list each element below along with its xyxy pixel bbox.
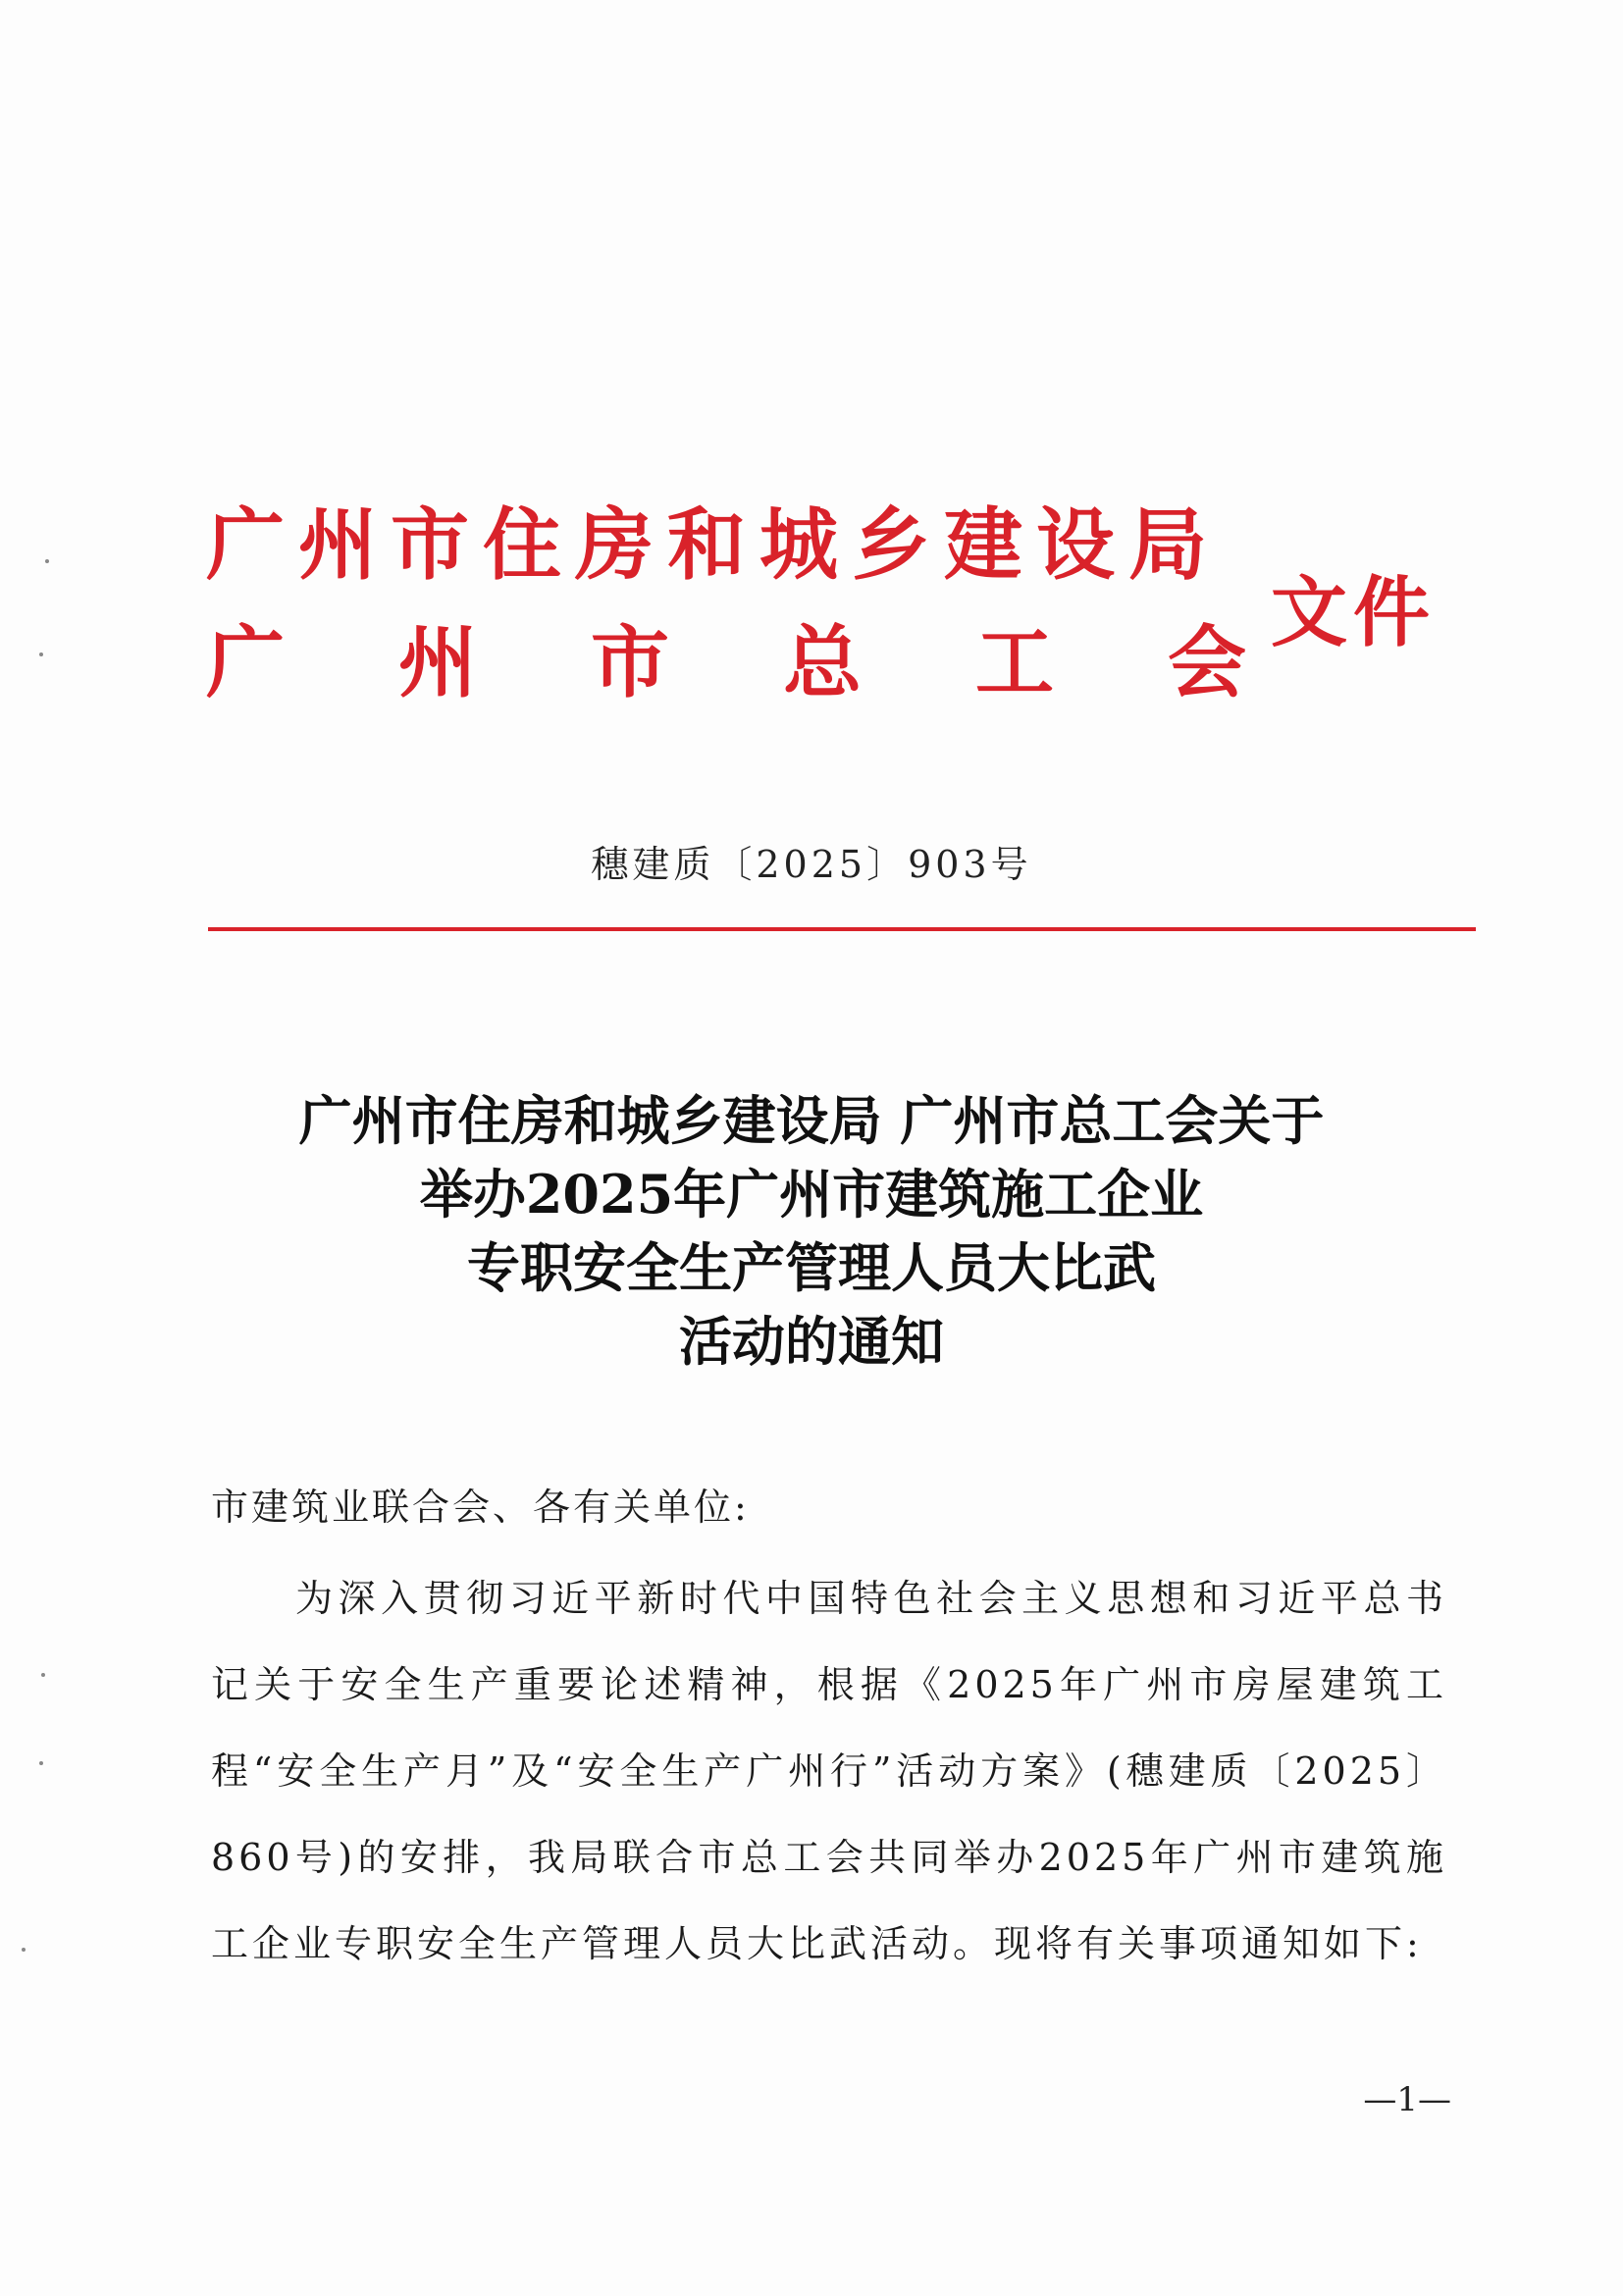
title-line-4: 活动的通知 (679, 1310, 944, 1373)
title-line-2: 举办2025年广州市建筑施工企业 (419, 1163, 1204, 1226)
salutation: 市建筑业联合会、各有关单位: (211, 1486, 750, 1529)
page-number: —1— (1363, 2080, 1451, 2119)
title-line-1: 广州市住房和城乡建设局 广州市总工会关于 (298, 1089, 1325, 1152)
red-divider (208, 927, 1476, 931)
issuer-line-trade-union: 广州市总工会 (206, 616, 1360, 708)
scan-speck (39, 1761, 43, 1765)
issuer-suffix: 文件 (1271, 568, 1437, 657)
scan-speck (22, 1948, 26, 1952)
issuer-header (206, 496, 1462, 731)
scan-speck (41, 1673, 45, 1677)
document-number: 穗建质〔2025〕903号 (591, 843, 1032, 886)
issuer-line-housing-bureau: 广州市住房和城乡建设局 (206, 498, 1221, 591)
document-title (0, 1084, 1623, 1379)
body-paragraph: 为深入贯彻习近平新时代中国特色社会主义思想和习近平总书记关于安全生产重要论述精神，根据《2025年广州市房屋建筑工程“安全生产月”及“安全生产广州行”活动方案》(穗建质〔2025〕860号)的安排，我局联合市总工会共同举办2025年广州市建筑施工企业专职安全生产管理人员大比武活动。现将有关事项通知如下: (211, 1577, 1447, 1965)
title-line-3: 专职安全生产管理人员大比武 (467, 1236, 1156, 1299)
scan-speck (39, 652, 43, 656)
scan-speck (45, 559, 49, 563)
